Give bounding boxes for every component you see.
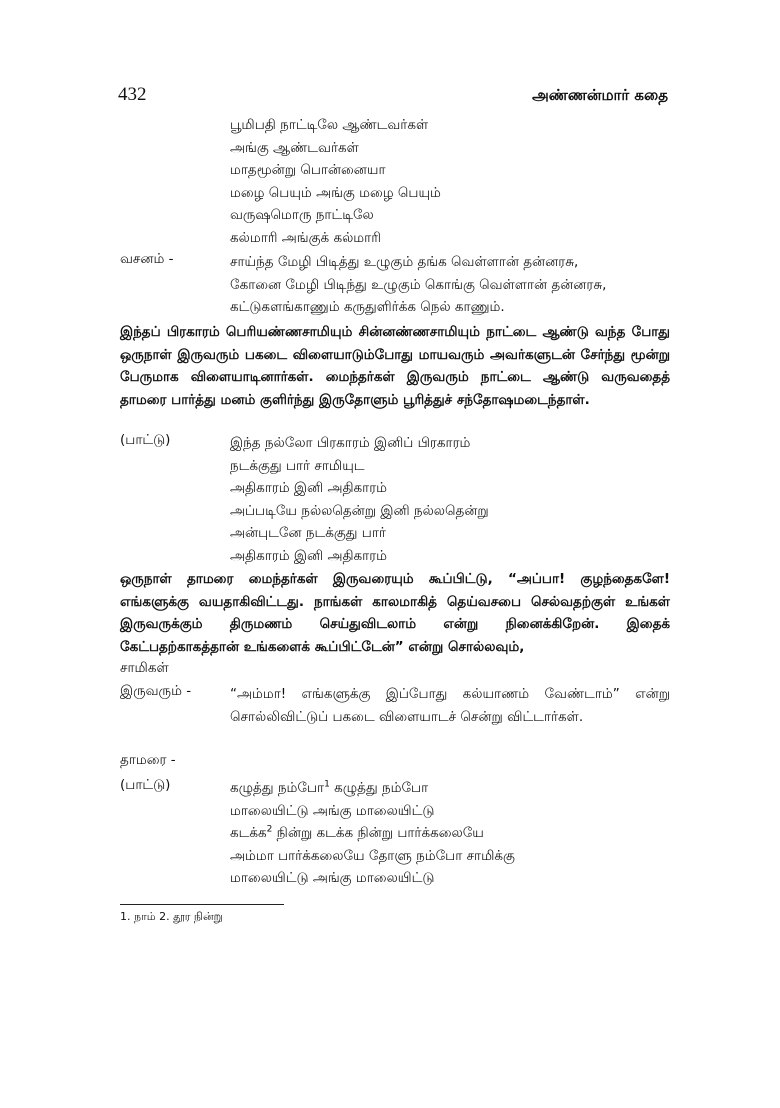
- song-block-2: [230, 777, 515, 890]
- song-label-2: (பாட்டு): [120, 777, 171, 793]
- song-line: மாலையிட்டு அங்கு மாலையிட்டு: [230, 802, 435, 819]
- verse-line: மழை பெயும் அங்கு மழை பெயும்: [230, 184, 441, 201]
- song-line: நடக்குது பார் சாமியுட: [230, 457, 365, 474]
- vasanam-line: கோனை மேழி பிடிந்து உழுகும் கொங்கு வெள்ளான் தன்னரசு,: [230, 276, 607, 293]
- song-line: மாலையிட்டு அங்கு மாலையிட்டு: [230, 870, 435, 886]
- verse-line: கல்மாரி அங்குக் கல்மாரி: [230, 229, 381, 246]
- song-line: அன்புடனே நடக்குது பார்: [230, 525, 386, 541]
- iruvarum-speech: “அம்மா! எங்களுக்கு இப்போது கல்யாணம் வேண்டாம்” என்று சொல்லிவிட்டுப் பகடை விளையாடச் சென்று விட்டார்கள்.: [230, 686, 670, 725]
- verse-line: அங்கு ஆண்டவர்கள்: [230, 139, 359, 156]
- song-block-1: [230, 432, 489, 567]
- iruvarum-label: இருவரும் -: [120, 683, 192, 699]
- verse-line: வருஷமொரு நாட்டிலே: [230, 207, 374, 223]
- vasanam-line: சாய்ந்த மேழி பிடித்து உழுகும் தங்க வெள்ளான் தன்னரசு,: [230, 254, 579, 270]
- verse-line: பூமிபதி நாட்டிலே ஆண்டவர்கள்: [230, 117, 429, 133]
- vasanam-text: [230, 251, 670, 319]
- song-line: இந்த நல்லோ பிரகாரம் இனிப் பிரகாரம்: [230, 435, 471, 451]
- paragraph-2: ஒருநாள் தாமரை மைந்தர்கள் இருவரையும் கூப்பிட்டு, “அப்பா! குழந்தைகளே! எங்களுக்கு வயதாகிவிட்டது. நாங்கள் காலமாகித் தெய்வசபை செல்வதற்குள் உங்கள் இருவருக்கும் திருமணம் செய்துவிடலாம் என்று நினைக்கிறேன். இதைக் கேட்பதற்காகத்தான் உங்களைக் கூப்பிட்டேன்” என்று சொல்லவும்,: [120, 571, 670, 655]
- verse-line: மாதமூன்று பொன்னையா: [230, 162, 386, 178]
- footnote-ref-1: 1: [324, 779, 330, 790]
- song-line: கடக்க$^2$ நின்று கடக்க நின்று பார்க்கலையே: [230, 824, 484, 841]
- thamarai-label: தாமரை -: [120, 752, 176, 768]
- page-number: 432: [118, 84, 147, 105]
- footnote: 1. நாம் 2. தூர நின்று: [120, 910, 223, 923]
- song-line: அம்மா பார்க்கலையே தோளு நம்போ சாமிக்கு: [230, 847, 515, 864]
- running-title: அண்ணன்மார் கதை: [532, 86, 668, 104]
- song-line: அப்படியே நல்லதென்று இனி நல்லதென்று: [230, 502, 489, 519]
- vasanam-line: கட்டுகளங்காணும் கருதுளிர்க்க நெல் காணும்.: [230, 299, 505, 315]
- song-line: அதிகாரம் இனி அதிகாரம்: [230, 547, 388, 564]
- song-label: (பாட்டு): [120, 432, 171, 448]
- paragraph-1: இந்தப் பிரகாரம் பெரியண்ணசாமியும் சின்னண்ணசாமியும் நாட்டை ஆண்டு வந்த போது ஒருநாள் இருவரும் பகடை விளையாடும்போது மாயவரும் அவர்களுடன் சேர்ந்து மூன்று பேருமாக விளையாடினார்கள். மைந்தர்கள் இருவரும் நாட்டை ஆண்டு வருவதைத் தாமரை பார்த்து மனம் குளிர்ந்து இருதோளும் பூரித்துச் சந்தோஷமடைந்தாள்.: [120, 324, 670, 408]
- verse-block-1: [230, 114, 441, 249]
- samikal-label: சாமிகள்: [120, 660, 169, 676]
- footnote-ref-2: 2: [266, 824, 273, 835]
- vasanam-label: வசனம் -: [120, 251, 174, 267]
- song-line: அதிகாரம் இனி அதிகாரம்: [230, 480, 388, 496]
- song-line: கழுத்து நம்போ$^1$ கழுத்து நம்போ: [230, 779, 429, 796]
- footnote-divider: [120, 904, 284, 905]
